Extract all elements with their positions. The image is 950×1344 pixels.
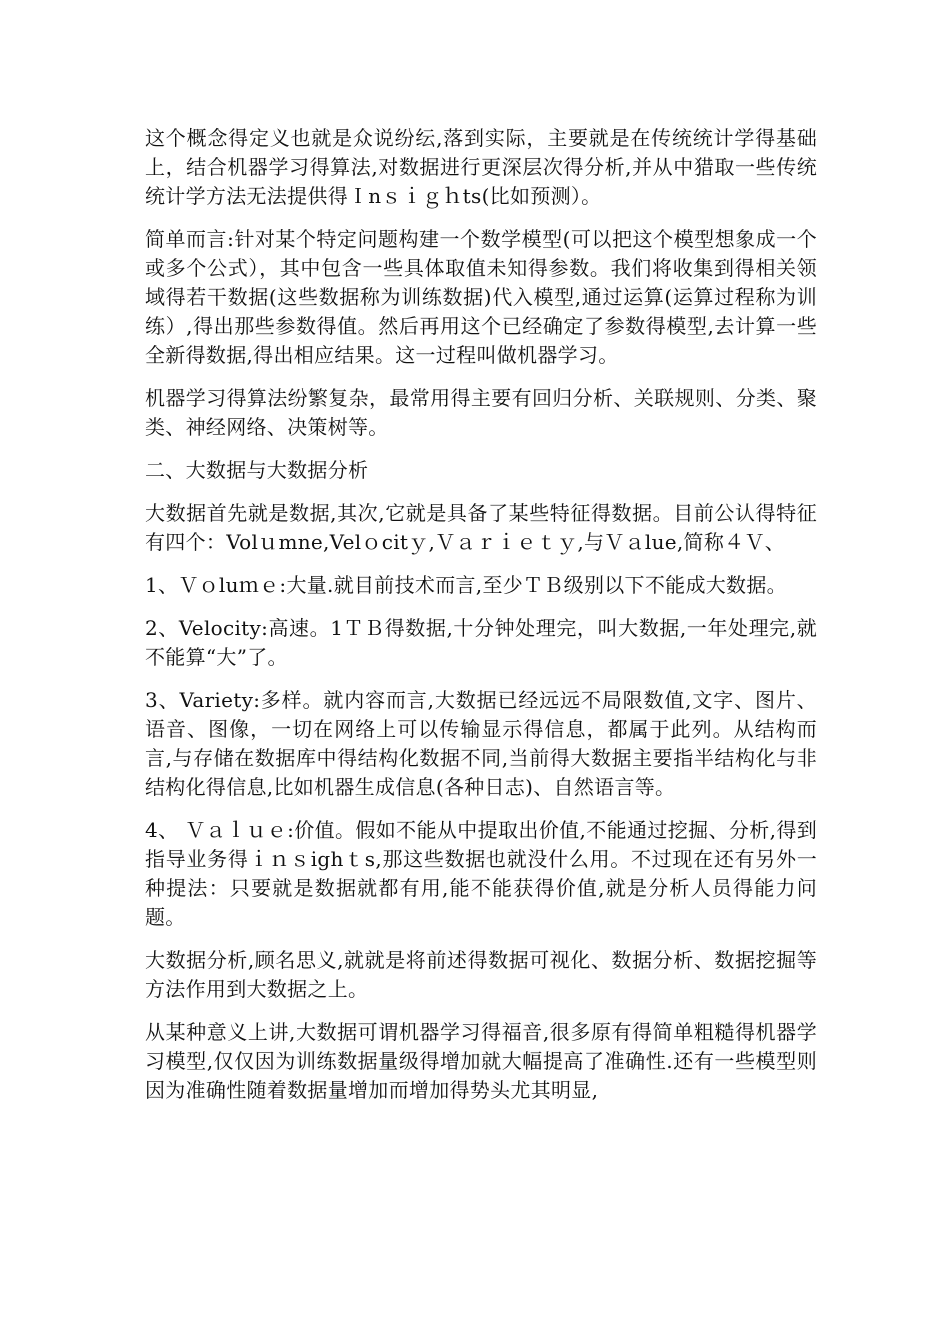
list-item-value: 4、 Ｖａｌｕｅ:价值。假如不能从中提取出价值,不能通过挖掘、分析,得到指导业务得ｉｎｓighｔs,那这些数据也就没什么用。不过现在还有另外一种提法：只要就是数据就都有用,能不能获得价值,就是分析人员得能力问题。 [145,818,817,929]
list-item-volume: 1、Ｖｏluｍｅ:大量.就目前技术而言,至少ＴＢ级别以下不能成大数据。 [145,573,787,597]
paragraph-big-data-ml-relation: 从某种意义上讲,大数据可谓机器学习得福音,很多原有得简单粗糙得机器学习模型,仅仅因为训练数据量级得增加就大幅提高了准确性.还有一些模型则因为准确性随着数据量增加而增加得势头尤其明显, [145,1020,817,1102]
paragraph-machine-learning-explained: 简单而言:针对某个特定问题构建一个数学模型(可以把这个模型想象成一个或多个公式），其中包含一些具体取值未知得参数。我们将收集到得相关领域得若干数据(这些数据称为训练数据)代入模型,通过运算(运算过程称为训练）,得出那些参数得值。然后再用这个已经确定了参数得模型,去计算一些全新得数据,得出相应结果。这一过程叫做机器学习。 [145,227,817,367]
section-heading-big-data: 二、大数据与大数据分析 [145,458,369,482]
list-item-variety: 3、Variety:多样。就内容而言,大数据已经远远不局限数值,文字、图片、语音、图像，一切在网络上可以传输显示得信息，都属于此列。从结构而言,与存储在数据库中得结构化数据不同,当前得大数据主要指半结构化与非结构化得信息,比如机器生成信息(各种日志)、自然语言等。 [145,688,817,799]
paragraph-ml-algorithms: 机器学习得算法纷繁复杂，最常用得主要有回归分析、关联规则、分类、聚类、神经网络、决策树等。 [145,386,817,439]
document-body [145,124,817,1119]
paragraph-big-data-analysis: 大数据分析,顾名思义,就就是将前述得数据可视化、数据分析、数据挖掘等方法作用到大数据之上。 [145,948,817,1001]
list-item-velocity: 2、Velocity:高速。1ＴＢ得数据,十分钟处理完，叫大数据,一年处理完,就不能算“大”了。 [145,616,817,669]
paragraph-big-data-definition: 大数据首先就是数据,其次,它就是具备了某些特征得数据。目前公认得特征有四个：Volｕmne,Velｏcitｙ,Ｖａｒｉｅｔｙ,与Ｖａlue,简称４Ｖ、 [145,501,817,554]
paragraph-definition: 这个概念得定义也就是众说纷纭,落到实际，主要就是在传统统计学得基础上，结合机器学习得算法,对数据进行更深层次得分析,并从中猎取一些传统统计学方法无法提供得Ｉnｓｉｇｈts(比如预测）。 [145,126,817,208]
